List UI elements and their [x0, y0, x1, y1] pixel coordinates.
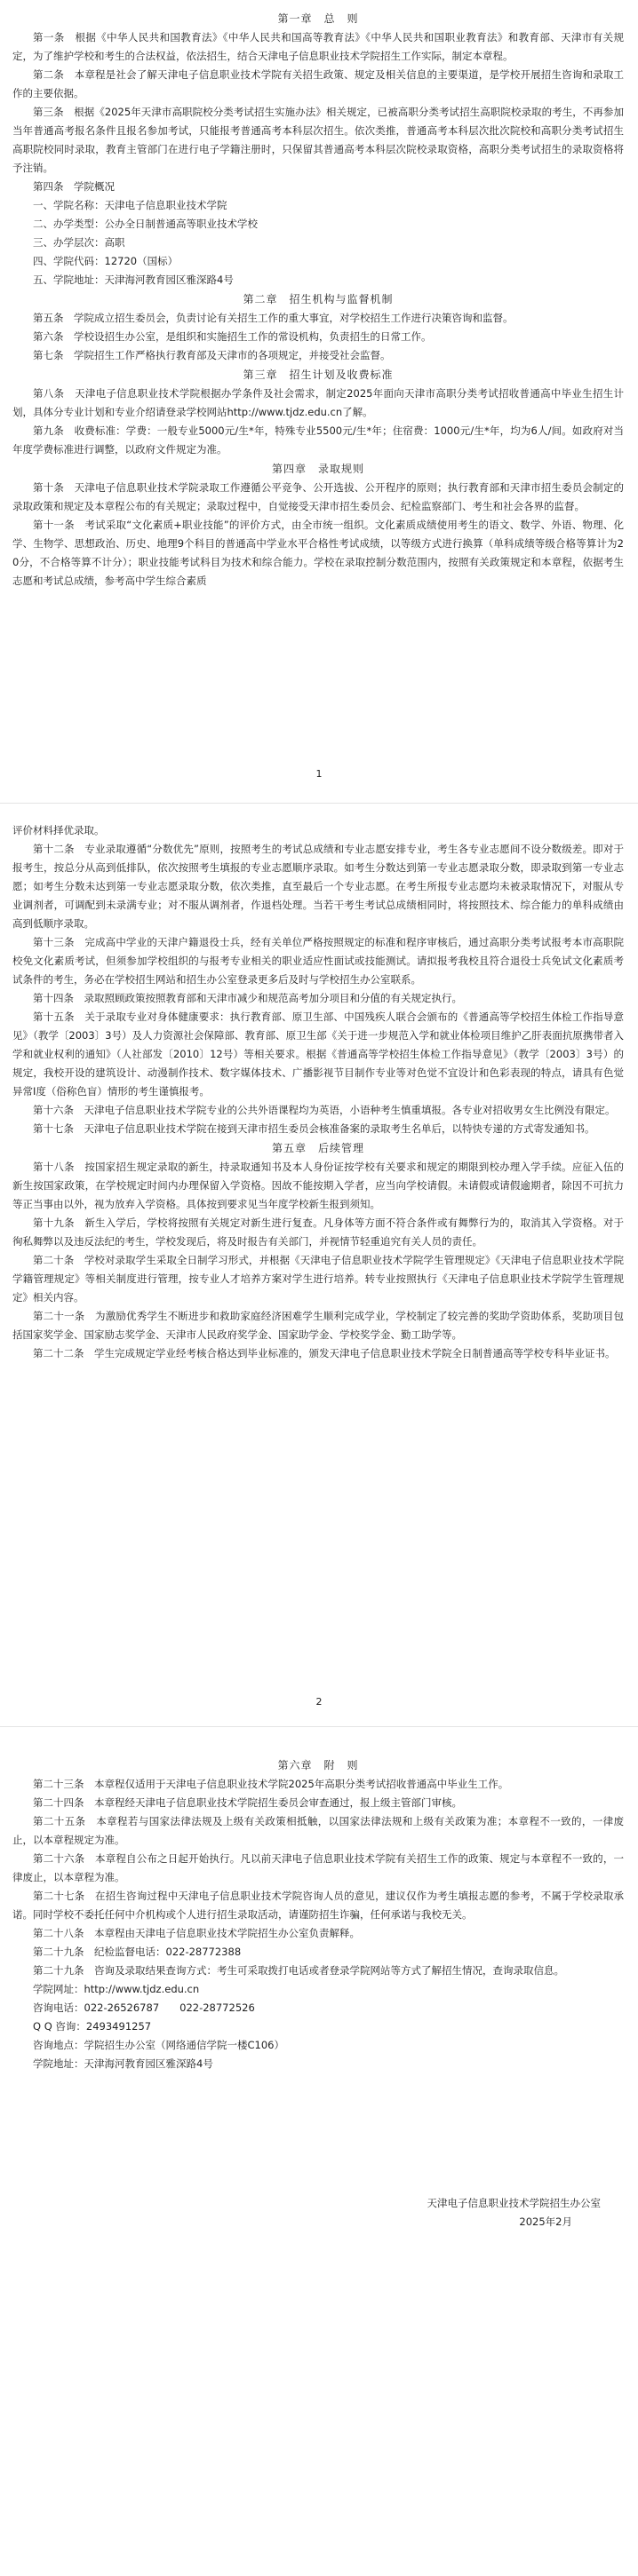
document-page-2	[0, 804, 638, 1727]
chapter-4-heading: 第四章 录取规则	[271, 463, 364, 475]
contact-address: 学院地址：天津海河教育园区雅深路4号	[33, 2057, 213, 2070]
document-page-3	[0, 1727, 638, 2576]
chapter-1-heading: 第一章 总 则	[277, 12, 359, 25]
article-paragraph: 第八条 天津电子信息职业技术学院根据办学条件及社会需求，制定2025年面向天津市高职分类考试招收普通高中毕业生招生计划，具体分专业计划和专业介绍请登录学校网站http://www.tjdz.edu.cn了解。	[12, 387, 624, 418]
article-paragraph: 第二十一条 为激励优秀学生不断进步和救助家庭经济困难学生顺利完成学业，学校制定了较完善的奖助学资助体系，奖助项目包括国家奖学金、国家励志奖学金、天津市人民政府奖学金、国家助学金、学校奖学金、勤工助学等。	[12, 1310, 624, 1341]
article-paragraph: 第六条 学校设招生办公室，是组织和实施招生工作的常设机构，负责招生的日常工作。	[33, 330, 432, 343]
article-paragraph: 第二十八条 本章程由天津电子信息职业技术学院招生办公室负责解释。	[33, 1927, 360, 1939]
page-2-content	[12, 821, 624, 1363]
document-page-1	[0, 0, 638, 804]
continued-paragraph: 评价材料择优录取。	[12, 824, 105, 836]
article-paragraph: 第十九条 新生入学后，学校将按照有关规定对新生进行复查。凡身体等方面不符合条件或有舞弊行为的，取消其入学资格。对于徇私舞弊以及违反法纪的考生，学校发现后，将及时报告有关部门，并视情节轻重追究有关人员的责任。	[12, 1217, 624, 1248]
profile-line: 五、学院地址：天津海河教育园区雅深路4号	[33, 273, 234, 286]
article-paragraph: 第二十七条 在招生咨询过程中天津电子信息职业技术学院咨询人员的意见，建议仅作为考生填报志愿的参考，不属于学校录取承诺。同时学校不委托任何中介机构或个人进行招生录取活动，请谨防招生诈骗，任何承诺与我校无关。	[12, 1890, 624, 1921]
chapter-6-heading: 第六章 附 则	[277, 1759, 359, 1771]
article-paragraph: 第十条 天津电子信息职业技术学院录取工作遵循公平竞争、公开选拔、公开程序的原则；执行教育部和天津市招生委员会制定的录取政策和规定及本章程公布的有关规定；录取过程中，自觉接受天津市招生委员会、纪检监察部门、考生和社会各界的监督。	[12, 481, 624, 512]
article-paragraph: 第二十四条 本章程经天津电子信息职业技术学院招生委员会审查通过，报上级主管部门审核。	[33, 1796, 462, 1809]
article-paragraph: 第三条 根据《2025年天津市高职院校分类考试招生实施办法》相关规定，已被高职分类考试招生高职院校录取的考生，不再参加当年普通高考报名条件且报名参加考试，只能报考普通高考本科层次招生。依次类推，普通高考本科层次批次院校和高职分类考试招生高职院校同时录取，教育主管部门在进行电子学籍注册时，只保留其普通高考本科层次院校录取资格，高职分类考试招生的录取资格将予注销。	[12, 106, 624, 174]
article-paragraph: 第九条 收费标准：学费：一般专业5000元/生*年，特殊专业5500元/生*年；住宿费：1000元/生*年，均为6人/间。如政府对当年度学费标准进行调整，以政府文件规定为准。	[12, 424, 624, 456]
page-3-content	[12, 1745, 624, 2231]
college-profile-heading: 第四条 学院概况	[33, 180, 115, 193]
article-paragraph: 第二十三条 本章程仅适用于天津电子信息职业技术学院2025年高职分类考试招收普通高中毕业生工作。	[33, 1778, 509, 1790]
article-paragraph: 第一条 根据《中华人民共和国教育法》《中华人民共和国高等教育法》《中华人民共和国职业教育法》和教育部、天津市有关规定，为了维护学校和考生的合法权益，依法招生，结合天津电子信息职业技术学院招生工作实际，制定本章程。	[12, 31, 624, 62]
article-paragraph: 第七条 学院招生工作严格执行教育部及天津市的各项规定，并接受社会监督。	[33, 349, 391, 361]
profile-line: 一、学院名称：天津电子信息职业技术学院	[33, 199, 227, 211]
contact-website: 学院网址：http://www.tjdz.edu.cn	[33, 1983, 200, 1995]
contact-qq: Q Q 咨询：2493491257	[33, 2020, 152, 2033]
signoff-date: 2025年2月	[519, 2215, 572, 2228]
profile-line: 四、学院代码：12720（国标）	[33, 255, 179, 267]
page-number: 1	[315, 768, 323, 780]
article-paragraph: 第十五条 关于录取专业对身体健康要求：执行教育部、原卫生部、中国残疾人联合会颁布的《普通高等学校招生体检工作指导意见》（教学〔2003〕3号）及人力资源社会保障部、教育部、原卫生部《关于进一步规范入学和就业体检项目维护乙肝表面抗原携带者入学和就业权利的通知》（人社部发〔2010〕12号）等相关要求。根据《普通高等学校招生体检工作指导意见》（教学〔2003〕3号）的规定，我校开设的建筑设计、动漫制作技术、数字媒体技术、广播影视节目制作专业等对色觉不宜设计和色彩表现的特点，请具有色觉异常Ⅰ度（俗称色盲）情形的考生谨慎报考。	[12, 1011, 624, 1098]
page-1-content	[12, 9, 624, 590]
article-paragraph: 第五条 学院成立招生委员会，负责讨论有关招生工作的重大事宜，对学校招生工作进行决策咨询和监督。	[33, 312, 514, 324]
supervision-phone: 第二十九条 纪检监督电话：022-28772388	[33, 1946, 242, 1958]
article-paragraph: 第二十五条 本章程若与国家法律法规及上级有关政策相抵触，以国家法律法规和上级有关政策为准；本章程不一致的，一律废止，以本章程规定为准。	[12, 1815, 624, 1846]
chapter-2-heading: 第二章 招生机构与监督机制	[243, 293, 394, 305]
article-paragraph: 第二十六条 本章程自公布之日起开始执行。凡以前天津电子信息职业技术学院有关招生工作的政策、规定与本章程不一致的，一律废止，以本章程为准。	[12, 1852, 624, 1883]
article-paragraph: 第十八条 按国家招生规定录取的新生，持录取通知书及本人身份证按学校有关要求和规定的期限到校办理入学手续。应征入伍的新生按国家政策，在学校规定时间内办理保留入学资格。因故不能按期入学者，应当向学校请假。未请假或请假逾期者，除因不可抗力等正当事由以外，视为放弃入学资格。具体按到要求见当年度学校新生报到须知。	[12, 1161, 624, 1210]
article-paragraph: 第十七条 天津电子信息职业技术学院在接到天津市招生委员会核准备案的录取考生名单后，以特快专递的方式寄发通知书。	[33, 1122, 595, 1135]
profile-line: 二、办学类型：公办全日制普通高等职业技术学校	[33, 218, 258, 230]
article-paragraph: 第十三条 完成高中学业的天津户籍退役士兵，经有关单位严格按照规定的标准和程序审核后，通过高职分类考试报考本市高职院校免文化素质考试，但须参加学校组织的与报考专业相关的职业适应性面试或技能测试。请拟报考我校且符合退役士兵免试文化素质考试条件的考生，务必在学校招生网站和招生办公室登录更多后及时与学校招生办公室联系。	[12, 936, 624, 986]
article-paragraph: 第二条 本章程是社会了解天津电子信息职业技术学院有关招生政策、规定及相关信息的主要渠道，是学校开展招生咨询和录取工作的主要依据。	[12, 68, 624, 99]
article-paragraph: 第十六条 天津电子信息职业技术学院专业的公共外语课程均为英语，小语种考生慎重填报。各专业对招收男女生比例没有限定。	[33, 1104, 616, 1116]
signoff-block	[12, 2194, 624, 2231]
spacer	[12, 1745, 624, 1756]
page-number: 2	[315, 1696, 323, 1708]
article-paragraph: 第二十九条 咨询及录取结果查询方式：考生可采取拨打电话或者登录学院网站等方式了解招生情况，查询录取信息。	[33, 1964, 564, 1977]
article-paragraph: 第二十二条 学生完成规定学业经考核合格达到毕业标准的，颁发天津电子信息职业技术学院全日制普通高等学校专科毕业证书。	[33, 1347, 616, 1359]
article-paragraph: 第十二条 专业录取遵循“分数优先”原则，按照考生的考试总成绩和专业志愿安排专业，考生各专业志愿间不设分数级差。即对于报考生，按总分从高到低排队，依次按照考生填报的专业志愿顺序录取。如考生分数达到第一专业志愿录取分数，即录取到第一专业志愿；如考生分数未达到第一专业志愿录取分数，依次类推，直至最后一个专业志愿。在考生所报专业志愿均未被录取情况下，对服从专业调剂者，可调配到未录满专业；对不服从调剂者，作退档处理。当若干考生考试总成绩相同时，将按照技术、综合能力的单科成绩由高到低顺序录取。	[12, 843, 624, 930]
chapter-3-heading: 第三章 招生计划及收费标准	[243, 369, 394, 381]
article-paragraph: 第十四条 录取照顾政策按照教育部和天津市减少和规范高考加分项目和分值的有关规定执行。	[33, 992, 462, 1004]
article-paragraph: 第二十条 学校对录取学生采取全日制学习形式，并根据《天津电子信息职业技术学院学生管理规定》《天津电子信息职业技术学院学籍管理规定》等相关制度进行管理，按专业人才培养方案对学生进行培养。转专业按照执行《天津电子信息职业技术学院学生管理规定》相关内容。	[12, 1254, 624, 1304]
signoff-organization: 天津电子信息职业技术学院招生办公室	[427, 2197, 601, 2209]
contact-location: 咨询地点：学院招生办公室（网络通信学院一楼C106）	[33, 2039, 284, 2051]
article-paragraph: 第十一条 考试采取“文化素质+职业技能”的评价方式，由全市统一组织。文化素质成绩使用考生的语文、数学、外语、物理、化学、生物学、思想政治、历史、地理9个科目的普通高中学业水平合格性考试成绩，以等级方式进行换算（单科成绩等级合格等算计为20分，不合格等算不计分）；职业技能考试科目为技术和综合能力。学校在录取控制分数范围内，按照有关政策规定和本章程，依据考生志愿和考试总成绩，参考高中学生综合素质	[12, 519, 624, 587]
chapter-5-heading: 第五章 后续管理	[271, 1142, 364, 1154]
profile-line: 三、办学层次：高职	[33, 236, 125, 249]
contact-phone: 咨询电话：022-26526787 022-28772526	[33, 2001, 255, 2014]
